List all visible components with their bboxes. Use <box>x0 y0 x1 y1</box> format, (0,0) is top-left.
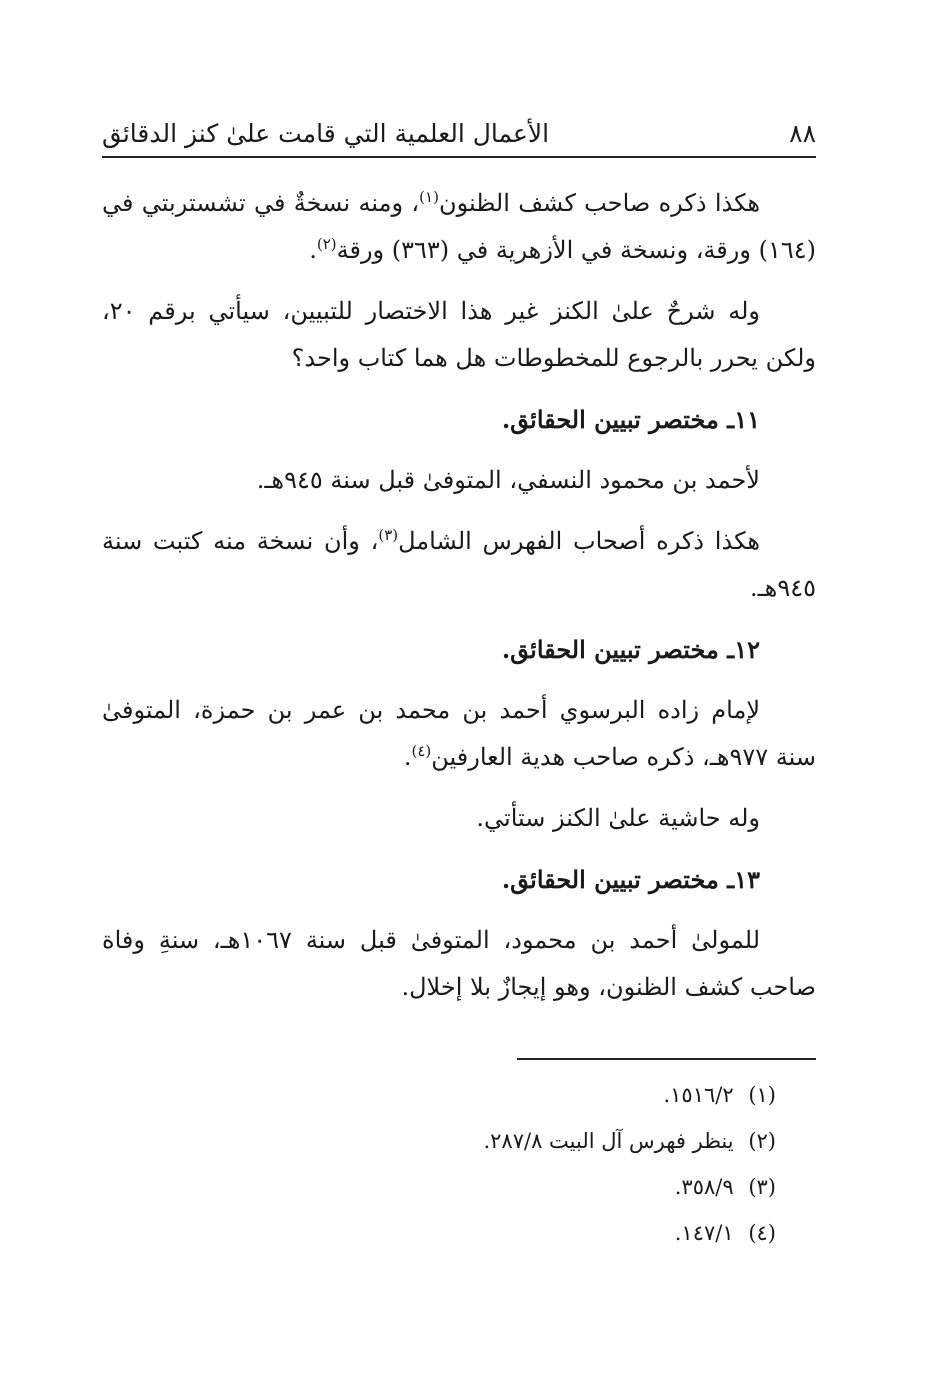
paragraph-source-11 <box>102 518 816 612</box>
paragraph-author-13: للمولىٰ أحمد بن محمود، المتوفىٰ قبل سنة ١٠٦٧هـ، سنةِ وفاة صاحب كشف الظنون، وهو إيجازٌ بلا إخلال. <box>102 926 816 1001</box>
footnotes <box>102 1072 816 1256</box>
paragraph-text: . <box>403 743 412 771</box>
footnote-text: ١٥١٦/٢. <box>663 1083 734 1107</box>
paragraph-text: هكذا ذكره أصحاب الفهرس الشامل <box>398 527 760 555</box>
footnote-number: (٣) <box>748 1175 776 1199</box>
paragraph-author-12 <box>102 687 816 781</box>
footnote-3 <box>102 1164 816 1210</box>
footnote-number: (٤) <box>748 1221 776 1245</box>
body-text <box>102 180 816 1025</box>
paragraph-commentary-note: وله شرحٌ علىٰ الكنز غير هذا الاختصار للتبيين، سيأتي برقم ٢٠، ولكن يحرر بالرجوع للمخطوطات هل هما كتاب واحد؟ <box>102 297 816 372</box>
footnote-marker-4[interactable]: (٤) <box>411 742 432 760</box>
footnote-1 <box>102 1072 816 1118</box>
paragraph-text: ، ومنه نسخةٌ في تشستربتي في (١٦٤) ورقة، ونسخة في الأزهرية في (٣٦٣) ورقة <box>102 189 816 264</box>
footnote-marker-1[interactable]: (١) <box>419 188 439 206</box>
running-title: الأعمال العلمية التي قامت علىٰ كنز الدقائق <box>102 118 550 148</box>
paragraph-text: هكذا ذكره صاحب كشف الظنون <box>438 189 761 217</box>
paragraph-text: ، وأن نسخة منه كتبت سنة ٩٤٥هـ. <box>102 527 816 602</box>
footnote-2 <box>102 1118 816 1164</box>
paragraph-author-11: لأحمد بن محمود النسفي، المتوفىٰ قبل سنة ٩٤٥هـ. <box>256 466 760 494</box>
footnote-marker-2[interactable]: (٢) <box>316 235 337 253</box>
footnote-text: ٣٥٨/٩. <box>674 1175 734 1199</box>
footnote-text: ينظر فهرس آل البيت ٢٨٧/٨. <box>483 1129 734 1153</box>
footnote-marker-3[interactable]: (٣) <box>378 526 399 544</box>
entry-title-12: ١٢ـ مختصر تبيين الحقائق. <box>501 635 760 664</box>
paragraph-text: . <box>309 236 317 264</box>
paragraph-gloss-note: وله حاشية علىٰ الكنز ستأتي. <box>476 804 760 832</box>
entry-title-11: ١١ـ مختصر تبيين الحقائق. <box>501 405 760 434</box>
footnote-separator <box>517 1058 816 1060</box>
running-header <box>102 110 816 156</box>
paragraph-text: لإمام زاده البرسوي أحمد بن محمد بن عمر بن حمزة، المتوفىٰ سنة ٩٧٧هـ، ذكره صاحب هدية العارفين <box>102 696 816 771</box>
footnote-text: ١٤٧/١. <box>674 1221 734 1245</box>
footnote-number: (١) <box>748 1083 776 1107</box>
entry-title-13: ١٣ـ مختصر تبيين الحقائق. <box>501 865 760 894</box>
footnote-number: (٢) <box>748 1129 776 1153</box>
page-number: ٨٨ <box>789 118 816 148</box>
paragraph-manuscripts <box>102 180 816 274</box>
header-rule <box>102 156 816 158</box>
footnote-4 <box>102 1210 816 1256</box>
